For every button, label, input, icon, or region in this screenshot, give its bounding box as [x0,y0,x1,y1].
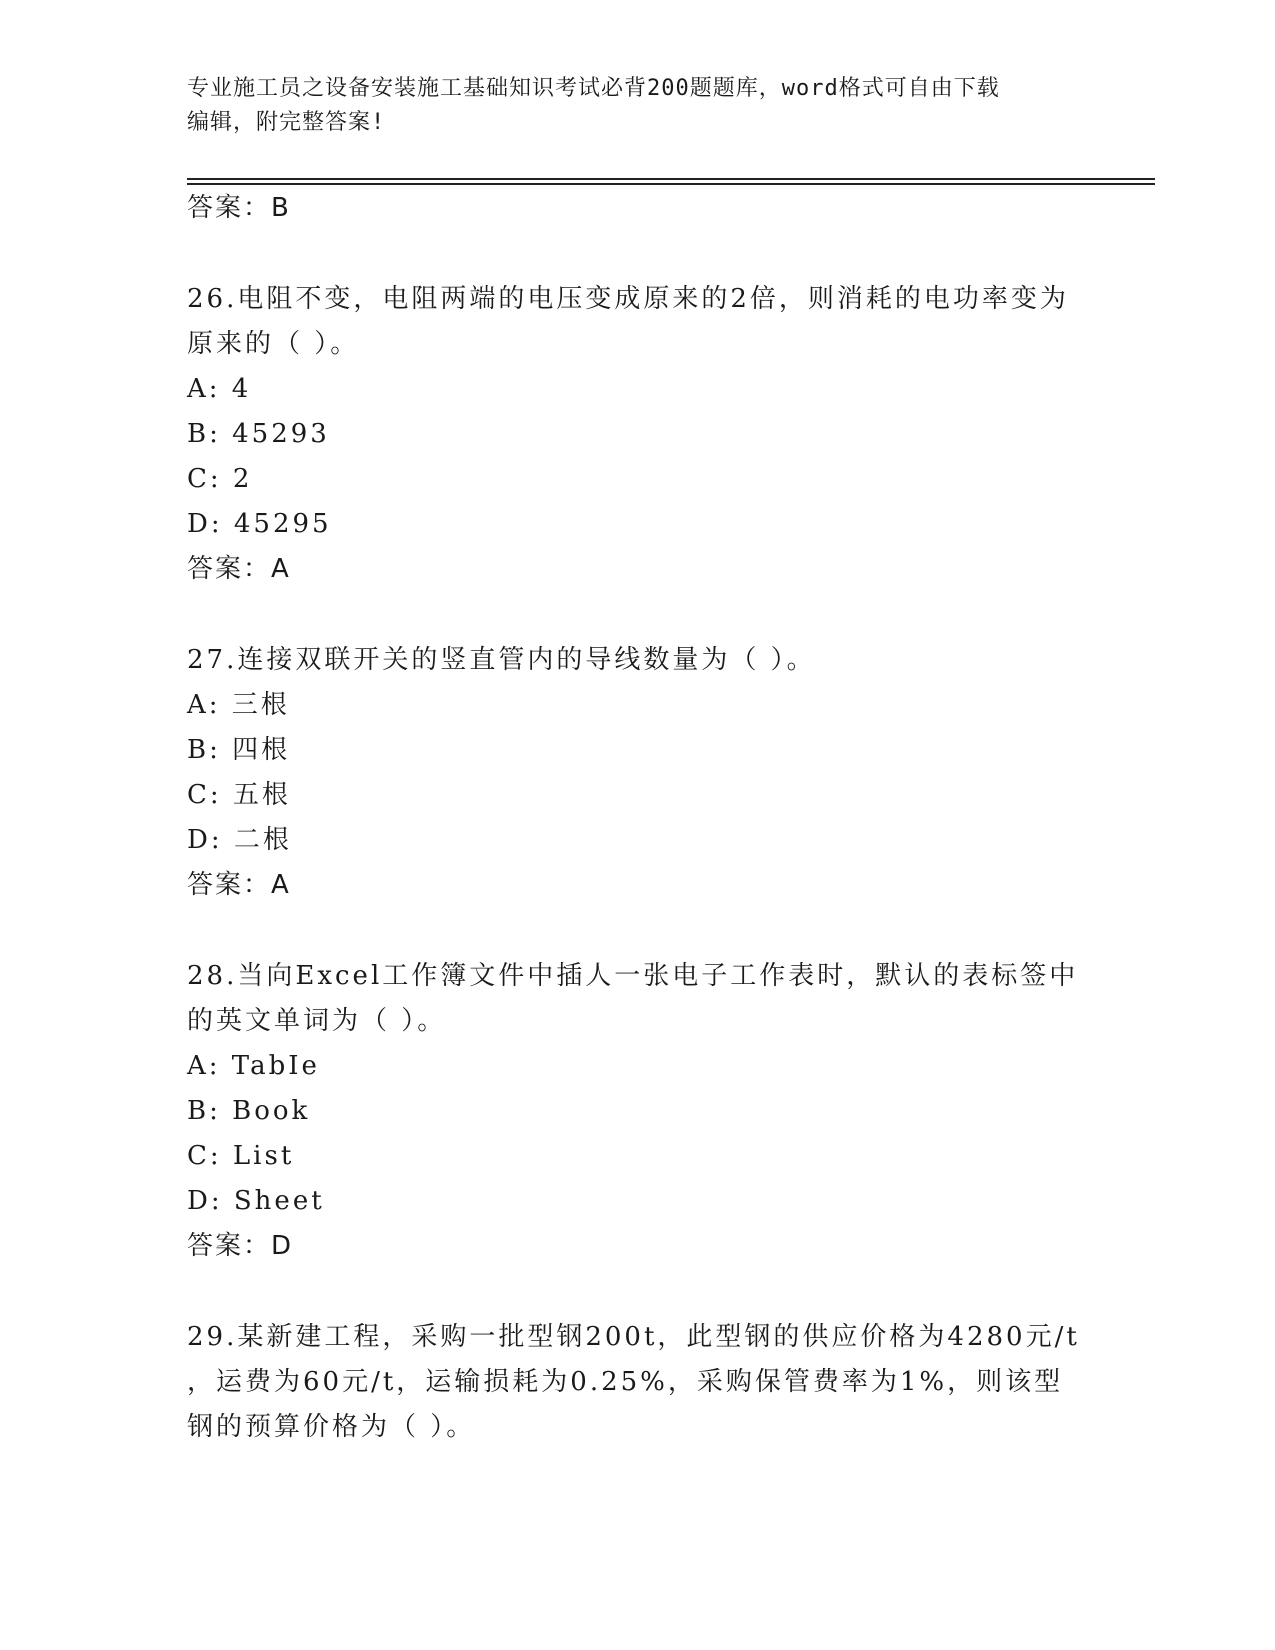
answer-line: 答案：A [187,554,291,584]
question-stem: 的英文单词为（ ）。 [187,1006,447,1036]
question-27 [187,638,1087,908]
option-c: C: 2 [187,464,253,494]
answer-line: 答案：B [187,193,291,223]
question-stem: 27.连接双联开关的竖直管内的导线数量为（ ）。 [187,645,816,675]
option-d: D: Sheet [187,1186,325,1216]
answer-line: 答案：A [187,870,291,900]
option-c: C: List [187,1141,295,1171]
question-stem: 28.当向Excel工作簿文件中插人一张电子工作表时，默认的表标签中 [187,961,1079,991]
question-stem: ，运费为60元/t，运输损耗为0.25%，采购保管费率为1%，则该型 [187,1367,1064,1397]
header-line-1: 专业施工员之设备安装施工基础知识考试必背200题题库，word格式可自由下载 [187,76,1000,101]
question-29 [187,1315,1087,1450]
document-header [187,72,1087,140]
option-c: C: 五根 [187,780,291,810]
option-d: D: 二根 [187,825,292,855]
option-b: B: Book [187,1096,311,1126]
question-list [187,186,1087,1450]
option-a: A: 三根 [187,690,290,720]
option-a: A: 4 [187,374,252,404]
option-a: A: TabIe [187,1051,320,1081]
question-stem: 原来的（ ）。 [187,329,360,359]
header-divider-top [187,178,1155,180]
question-stem: 26.电阻不变，电阻两端的电压变成原来的2倍，则消耗的电功率变为 [187,284,1069,314]
question-stem: 钢的预算价格为（ ）。 [187,1412,476,1442]
option-b: B: 45293 [187,419,330,449]
option-d: D: 45295 [187,509,332,539]
header-line-2: 编辑，附完整答案! [187,110,386,135]
header-divider-bottom [187,183,1155,185]
question-stem: 29.某新建工程，采购一批型钢200t，此型钢的供应价格为4280元/t [187,1322,1080,1352]
option-b: B: 四根 [187,735,291,765]
question-26 [187,277,1087,592]
question-28 [187,954,1087,1269]
answer-line: 答案：D [187,1231,294,1261]
